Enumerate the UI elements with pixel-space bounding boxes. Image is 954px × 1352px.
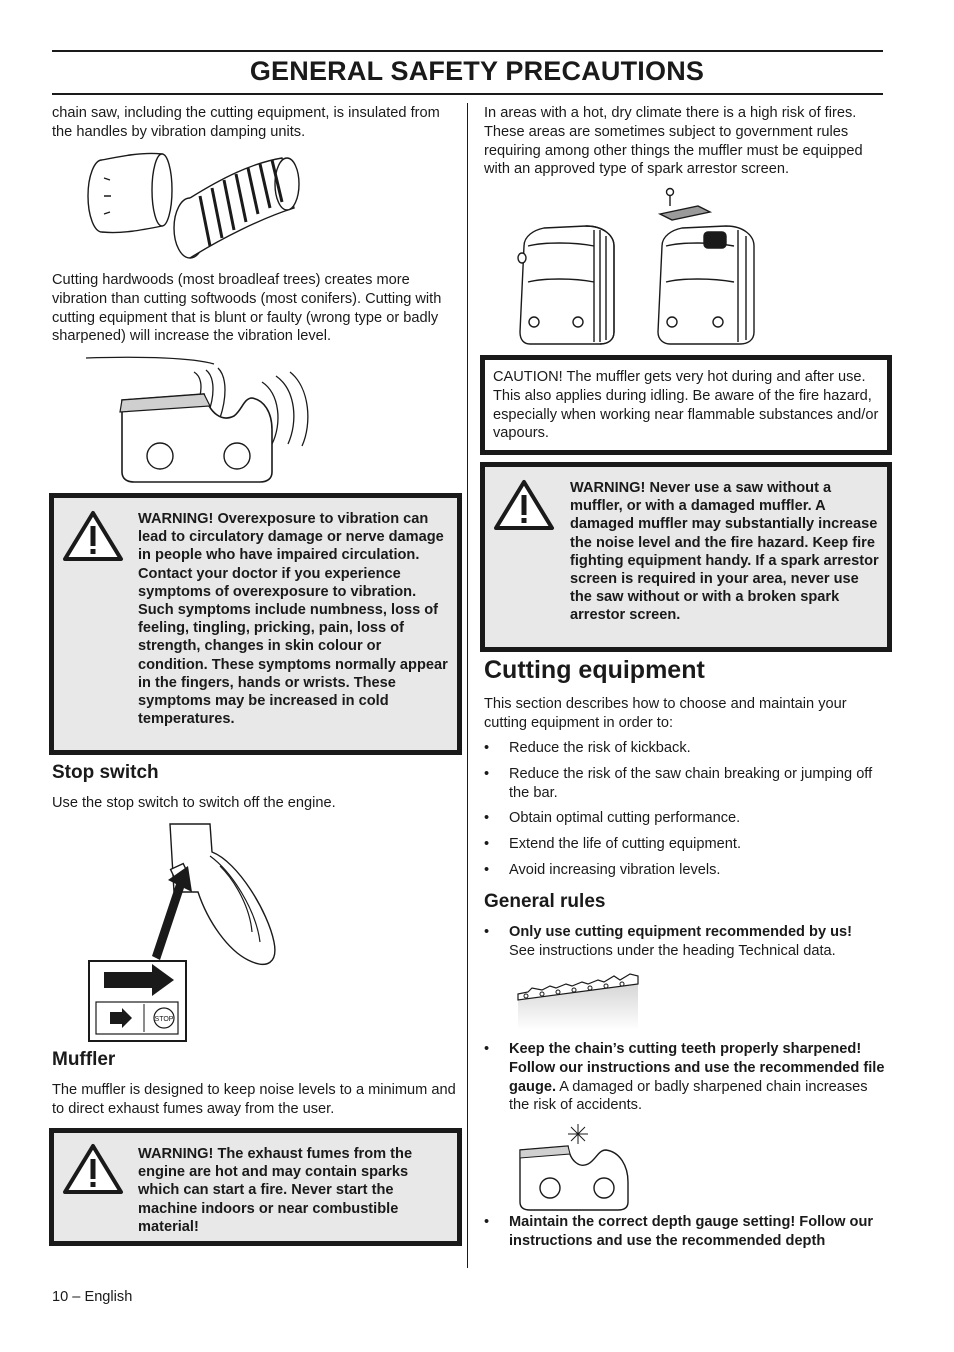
muffler-illustration [514,186,776,348]
vibration-damper-illustration [82,148,307,263]
list-item: • Reduce the risk of kickback. [484,740,691,756]
caution-text: CAUTION! The muffler gets very hot during and after use. This also applies during idling. Be aware of the fire hazard, especially when working near flammable substances and/or vapours. [493,369,879,442]
chain-vibration-illustration [84,354,324,486]
warning-exhaust-box [49,1128,462,1246]
muffler-text: The muffler is designed to keep noise levels to a minimum and to direct exhaust fumes away from the user. [52,1082,456,1117]
warning-exhaust-text: WARNING! The exhaust fumes from the engine are hot and may contain sparks which can start a fire. Never start the machine indoors or near combustible material! [138,1146,413,1235]
muffler-heading: Muffler [52,1049,116,1070]
list-item: • Keep the chain’s cutting teeth properly sharpened! Follow our instructions and use the recommended file gauge. A damaged or badly sharpened chain increases the risk of accidents. [484,1041,885,1114]
stop-switch-heading: Stop switch [52,762,159,783]
warning-vibration-text: WARNING! Overexposure to vibration can lead to circulatory damage or nerve damage in people who have impaired circulation. Contact your doctor if you experience symptoms of overexposure to vibration. Such symptoms include numbness, loss of feeling, tingling, pricking, pain, loss of strength, changes in skin colour or condition. These symptoms normally appear in the fingers, hands or wrists. These symptoms may be increased in cold temperatures. [138,511,448,728]
list-item: • Maintain the correct depth gauge setting! Follow our instructions and use the recommended depth [484,1214,874,1249]
header-bottom-rule [52,93,883,95]
intro-paragraph: chain saw, including the cutting equipment, is insulated from the handles by vibration damping units. [52,105,440,140]
warning-triangle-icon [62,510,124,562]
column-divider [467,103,468,1268]
list-item: • Extend the life of cutting equipment. [484,836,742,853]
list-item: • Reduce the risk of the saw chain breaking or jumping off the bar. [484,765,873,801]
warning-muffler-box [480,462,892,652]
saw-chain-illustration [516,968,642,1030]
stop-label: STOP [154,1016,174,1023]
chain-tooth-illustration [516,1122,634,1212]
warning-muffler-text: WARNING! Never use a saw without a muffler, or with a damaged muffler. A damaged muffler may substantially increase the noise level and the fire hazard. Keep fire fighting equipment handy. If a spark arrestor screen is required in your area, never use the saw without or with a broken spark arrestor screen. [570,480,879,624]
general-rules-heading: General rules [484,891,606,912]
page-number: 10 – English [52,1289,133,1305]
stop-switch-illustration [88,822,288,1044]
page-title: GENERAL SAFETY PRECAUTIONS [249,56,705,86]
warning-vibration-box [49,493,462,755]
list-item: • Obtain optimal cutting performance. [484,810,741,827]
list-item: • Only use cutting equipment recommended by us! See instructions under the heading Technical data. [484,924,853,959]
header-top-rule [52,50,883,52]
caution-box [480,355,892,455]
warning-triangle-icon [62,1143,124,1195]
hot-climate-paragraph: In areas with a hot, dry climate there is a high risk of fires. These areas are sometimes subject to government rules requiring among other things the muffler must be equipped with an approved type of spark arrestor screen. [484,105,863,178]
cutting-equipment-heading: Cutting equipment [484,656,705,684]
rule-3 [484,1213,888,1251]
cutting-intro: This section describes how to choose and maintain your cutting equipment in order to: [484,696,847,731]
rule-1 [484,923,888,961]
rule-2 [484,1040,888,1115]
cutting-bullet-list [484,739,888,880]
list-item: • Avoid increasing vibration levels. [484,861,721,878]
warning-triangle-icon [493,479,555,531]
hardwoods-paragraph: Cutting hardwoods (most broadleaf trees) creates more vibration than cutting softwoods (most conifers). Cutting with cutting equipment that is blunt or faulty (wrong type or badly sharpened) will increase the vibration level. [52,272,442,345]
stop-switch-text: Use the stop switch to switch off the engine. [52,795,336,811]
